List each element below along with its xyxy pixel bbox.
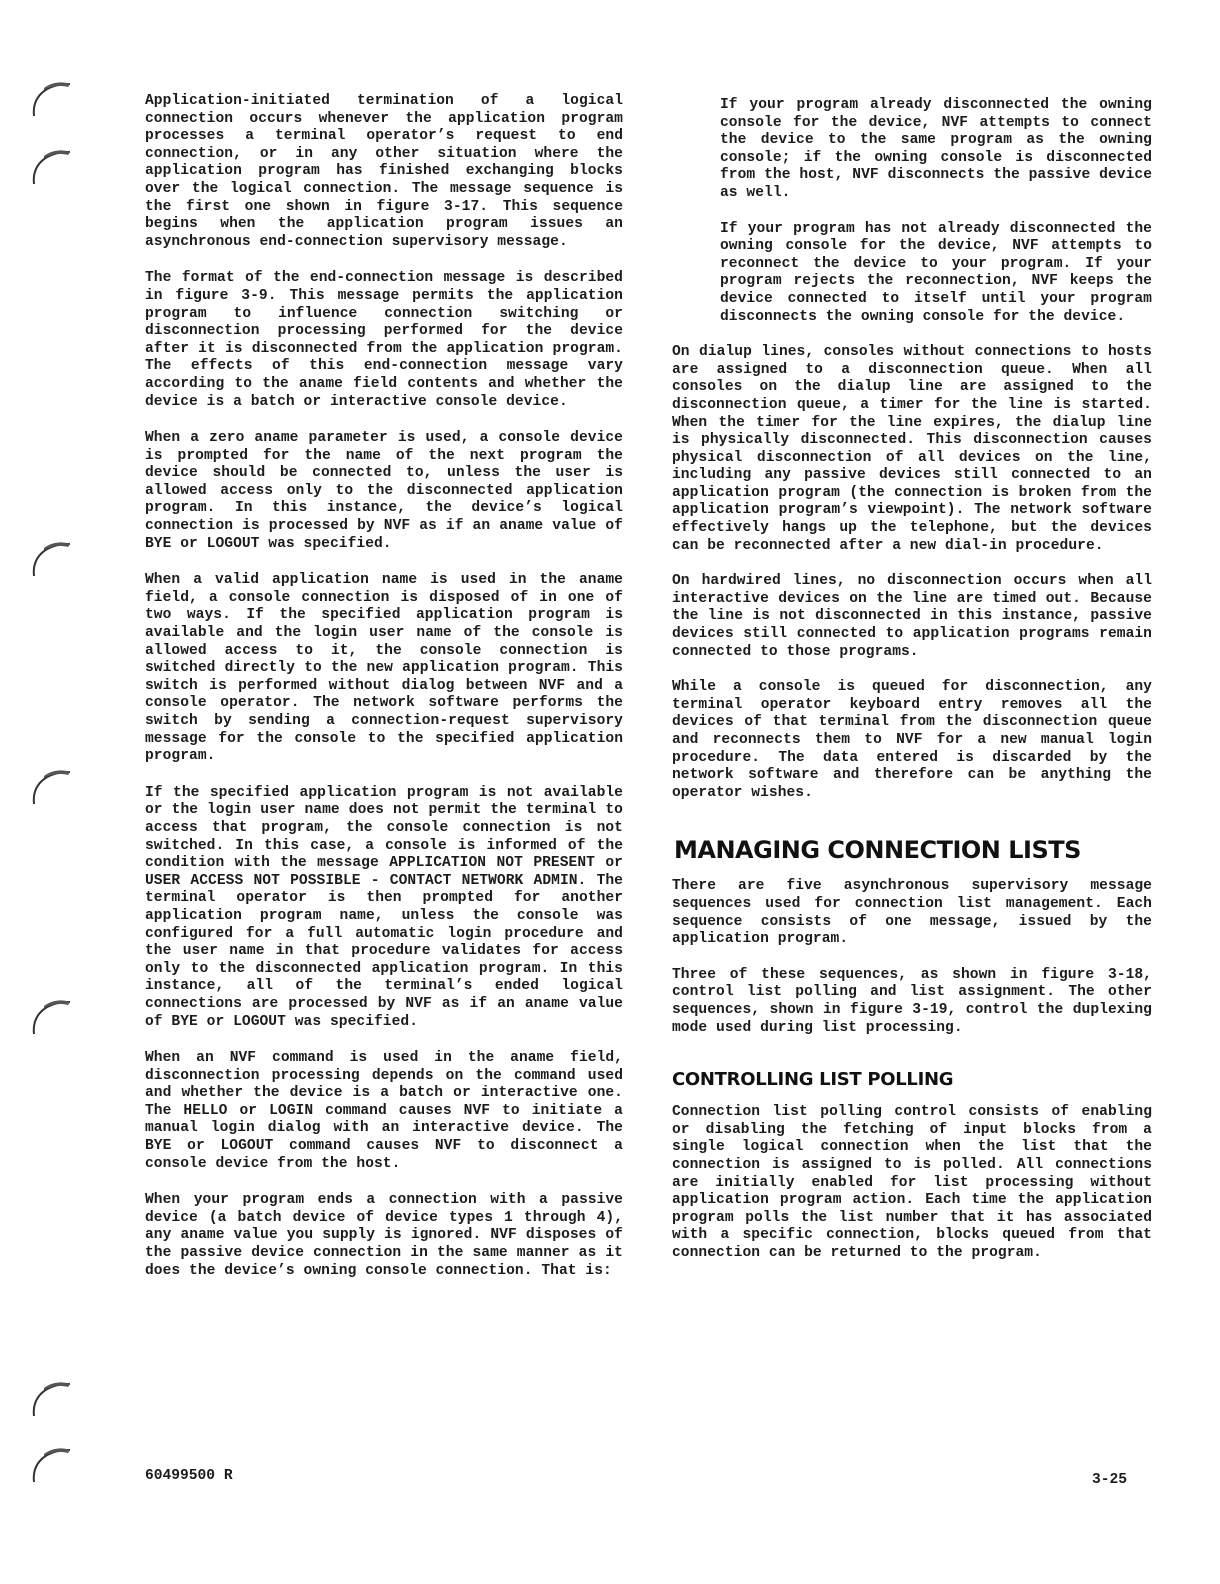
- document-number: 60499500 R: [145, 1468, 233, 1484]
- indented-paragraph: If your program already disconnected the owning console for the device, NVF attempts to connect the device to the same program as the owning console; if the owning console is disconnected from the host, NVF disconnects the passive device as well.: [720, 97, 1152, 201]
- paragraph: On hardwired lines, no disconnection occurs when all interactive devices on the line are timed out. Because the line is not disconnected in this instance, passive devices still connected to application programs remain connected to those programs.: [672, 573, 1152, 660]
- right-column: [672, 97, 1152, 1280]
- binder-hole-icon: [30, 536, 76, 582]
- paragraph: There are five asynchronous supervisory message sequences used for connection list management. Each sequence consists of one message, issued by the application program.: [672, 878, 1152, 948]
- binder-hole-icon: [30, 1442, 76, 1488]
- binder-hole-icon: [30, 764, 76, 810]
- left-column: [145, 93, 623, 1299]
- paragraph: When a zero aname parameter is used, a console device is prompted for the name of the next program the device should be connected to, unless the user is allowed access only to the disconnected application program. In this instance, the device’s logical connection is processed by NVF as if an aname value of BYE or LOGOUT was specified.: [145, 430, 623, 552]
- paragraph: Application-initiated termination of a logical connection occurs whenever the application program processes a terminal operator’s request to end connection, or in any other situation where the application program has finished exchanging blocks over the logical connection. The message sequence is the first one shown in figure 3-17. This sequence begins when the application program issues an asynchronous end-connection supervisory message.: [145, 93, 623, 250]
- paragraph: When a valid application name is used in the aname field, a console connection is disposed of in one of two ways. If the specified application program is available and the login user name of the console is allowed access to it, the console connection is switched directly to the new application program. This switch is performed without dialog between NVF and a console operator. The network software performs the switch by sending a connection-request supervisory message for the console to the specified application program.: [145, 572, 623, 765]
- page-number: 3-25: [1092, 1472, 1128, 1488]
- paragraph: Connection list polling control consists of enabling or disabling the fetching of input blocks from a single logical connection when the list that the connection is assigned to is polled. All connections are initially enabled for list processing without application program action. Each time the application program polls the list number that it has associated with a specific connection, blocks queued from that connection can be returned to the program.: [672, 1104, 1152, 1261]
- paragraph: Three of these sequences, as shown in figure 3-18, control list polling and list assignment. The other sequences, shown in figure 3-19, control the duplexing mode used during list processing.: [672, 966, 1152, 1036]
- binder-hole-icon: [30, 144, 76, 190]
- paragraph: While a console is queued for disconnection, any terminal operator keyboard entry removes all the devices of that terminal from the disconnection queue and reconnects them to NVF for a new manual login procedure. The data entered is discarded by the network software and therefore can be anything the operator wishes.: [672, 679, 1152, 801]
- paragraph: The format of the end-connection message is described in figure 3-9. This message permits the application program to influence connection switching or disconnection processing performed for the device after it is disconnected from the application program. The effects of this end-connection message vary according to the aname field contents and whether the device is a batch or interactive console device.: [145, 270, 623, 410]
- binder-hole-icon: [30, 76, 76, 122]
- paragraph: If the specified application program is not available or the login user name does not permit the terminal to access that program, the console connection is not switched. In this case, a console is informed of the condition with the message APPLICATION NOT PRESENT or USER ACCESS NOT POSSIBLE - CONTACT NETWORK ADMIN. The terminal operator is then prompted for another application program name, unless the console was configured for a full automatic login procedure and the user name in that procedure validates for access only to the disconnected application program. In this instance, all of the terminal’s ended logical connections are processed by NVF as if an aname value of BYE or LOGOUT was specified.: [145, 784, 623, 1030]
- paragraph: On dialup lines, consoles without connections to hosts are assigned to a disconnection queue. When all consoles on the dialup line are assigned to the disconnection queue, a timer for the line is started. When the timer for the line expires, the dialup line is physically disconnected. This disconnection causes physical disconnection of all devices on the line, including any passive devices still connected to an application program (the connection is broken from the application program’s viewpoint). The network software effectively hangs up the telephone, but the devices can be reconnected after a new dial-in procedure.: [672, 344, 1152, 554]
- binder-hole-icon: [30, 1376, 76, 1422]
- section-heading: MANAGING CONNECTION LISTS: [674, 836, 1081, 865]
- subsection-heading: CONTROLLING LIST POLLING: [672, 1069, 954, 1091]
- paragraph: When an NVF command is used in the aname field, disconnection processing depends on the command used and whether the device is a batch or interactive one. The HELLO or LOGIN command causes NVF to initiate a manual login dialog with an interactive device. The BYE or LOGOUT command causes NVF to disconnect a console device from the host.: [145, 1050, 623, 1172]
- binder-hole-icon: [30, 994, 76, 1040]
- paragraph: When your program ends a connection with a passive device (a batch device of device types 1 through 4), any aname value you supply is ignored. NVF disposes of the passive device connection in the same manner as it does the device’s owning console connection. That is:: [145, 1192, 623, 1279]
- indented-paragraph: If your program has not already disconnected the owning console for the device, NVF attempts to reconnect the device to your program. If your program rejects the reconnection, NVF keeps the device connected to itself until your program disconnects the owning console for the device.: [720, 220, 1152, 325]
